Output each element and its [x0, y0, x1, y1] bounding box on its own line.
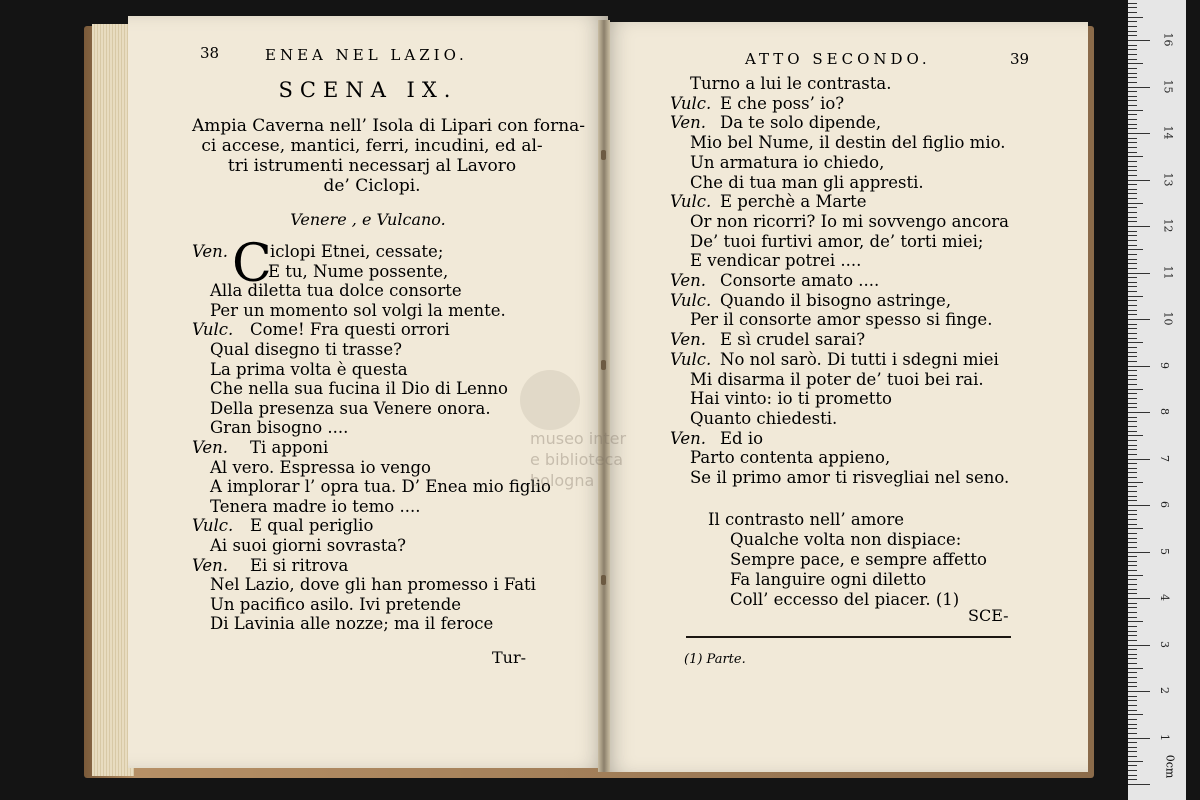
ruler-tick — [1128, 705, 1137, 706]
ruler-tick — [1128, 286, 1137, 287]
ruler-tick — [1128, 259, 1137, 260]
ruler-tick — [1128, 700, 1137, 701]
ruler-tick — [1128, 133, 1150, 134]
ruler-tick — [1128, 770, 1137, 771]
ruler-tick — [1128, 17, 1143, 18]
verse-line: Che nella sua fucina il Dio di Lenno — [210, 379, 508, 399]
ruler-tick — [1128, 328, 1137, 329]
ruler-tick — [1128, 579, 1137, 580]
ruler-tick — [1128, 691, 1150, 692]
verse-line: De’ tuoi furtivi amor, de’ torti miei; — [690, 231, 984, 251]
ruler-number: 13 — [1161, 172, 1175, 186]
watermark — [530, 428, 626, 491]
ruler-tick — [1128, 482, 1143, 483]
aria-line: Fa languire ogni diletto — [730, 570, 927, 589]
verse-line: Della presenza sua Venere onora. — [210, 398, 491, 418]
footnote-rule — [686, 636, 1011, 638]
watermark-line: bologna — [530, 471, 595, 490]
ruler-tick — [1128, 440, 1137, 441]
ruler-tick — [1128, 366, 1150, 367]
speaker-label: Ven. — [192, 555, 229, 575]
ruler-tick — [1128, 445, 1137, 446]
right-page-number: 39 — [1010, 50, 1030, 68]
ruler-tick — [1128, 738, 1150, 739]
ruler-tick — [1128, 231, 1137, 232]
ruler-tick — [1128, 617, 1137, 618]
ruler-tick — [1128, 449, 1137, 450]
ruler-tick — [1128, 561, 1137, 562]
ruler-tick — [1128, 82, 1137, 83]
ruler-tick — [1128, 170, 1137, 171]
ruler-tick — [1128, 7, 1137, 8]
verse-line: Or non ricorri? Io mi sovvengo ancora — [690, 211, 1009, 231]
ruler-tick — [1128, 268, 1137, 269]
verse-line: Se il primo amor ti risvegliai nel seno. — [690, 468, 1010, 487]
ruler-tick — [1128, 426, 1137, 427]
ruler-tick — [1128, 198, 1137, 199]
ruler-tick — [1128, 105, 1137, 106]
ruler-tick — [1128, 124, 1137, 125]
ruler-tick — [1128, 240, 1137, 241]
description-line: Ampia Caverna nell’ Isola di Lipari con forna- — [192, 116, 586, 136]
ruler-tick — [1128, 305, 1137, 306]
ruler-tick — [1128, 142, 1137, 143]
ruler-tick — [1128, 338, 1137, 339]
ruler-number: 4 — [1158, 594, 1171, 601]
speaker-label: Vulc. — [192, 320, 234, 340]
ruler-tick — [1128, 221, 1137, 222]
description-line: de’ Ciclopi. — [323, 176, 421, 196]
scene-characters: Venere , e Vulcano. — [290, 210, 446, 229]
ruler-tick — [1128, 68, 1137, 69]
verse-line: Quanto chiedesti. — [690, 408, 838, 428]
ruler-tick — [1128, 119, 1137, 120]
ruler-tick — [1128, 412, 1150, 413]
ruler-number: 1 — [1158, 733, 1171, 741]
left-page-number: 38 — [200, 44, 220, 62]
ruler-tick — [1128, 31, 1137, 32]
ruler-tick — [1128, 584, 1137, 585]
aria-line: Sempre pace, e sempre affetto — [730, 550, 987, 569]
ruler-tick — [1128, 254, 1137, 255]
ruler-tick — [1128, 663, 1137, 664]
ruler-tick — [1128, 207, 1137, 208]
verse-line: Come! Fra questi orrori — [250, 320, 450, 340]
speaker-label: Ven. — [192, 242, 229, 261]
verse-line: Che di tua man gli appresti. — [690, 172, 924, 192]
ruler-tick — [1128, 226, 1150, 227]
ruler-tick — [1128, 91, 1137, 92]
ruler-tick — [1128, 77, 1137, 78]
ruler-tick — [1128, 640, 1137, 641]
ruler-tick — [1128, 751, 1137, 752]
ruler-tick — [1128, 668, 1143, 669]
verse-line: La prima volta è questa — [210, 359, 408, 379]
aria-line: Coll’ eccesso del piacer. (1) — [730, 590, 960, 609]
ruler-tick — [1128, 40, 1150, 41]
ruler-number: 15 — [1161, 79, 1175, 93]
verse-line: Mi disarma il poter de’ tuoi bei rai. — [690, 369, 984, 389]
ruler-tick — [1128, 403, 1137, 404]
ruler-tick — [1128, 528, 1143, 529]
ruler-tick — [1128, 598, 1150, 599]
ruler-tick — [1128, 435, 1143, 436]
ruler-number: 5 — [1158, 547, 1171, 555]
ruler-tick — [1128, 100, 1137, 101]
ruler-tick — [1128, 775, 1137, 776]
ruler-tick — [1128, 524, 1137, 525]
ruler-tick — [1128, 152, 1137, 153]
ruler-tick — [1128, 733, 1137, 734]
ruler-tick — [1128, 245, 1137, 246]
verse-line: Consorte amato .... — [720, 271, 880, 290]
ruler-tick — [1128, 352, 1137, 353]
ruler-unit-label: 0cm — [1163, 754, 1177, 779]
ruler-tick — [1128, 217, 1137, 218]
ruler-tick — [1128, 282, 1137, 283]
aria-line: Il contrasto nell’ amore — [708, 510, 904, 529]
verse-line: Mio bel Nume, il destin del figlio mio. — [690, 133, 1006, 153]
ruler-number: 6 — [1158, 501, 1171, 508]
verse-line: iclopi Etnei, cessate; — [270, 242, 444, 261]
ruler-tick — [1128, 235, 1137, 236]
ruler-tick — [1128, 189, 1137, 190]
ruler-tick — [1128, 542, 1137, 543]
verse-line: Hai vinto: io ti prometto — [690, 389, 892, 409]
watermark-line: museo inter — [530, 429, 627, 448]
speaker-label: Vulc. — [670, 290, 712, 310]
verse-line: Qual disegno ti trasse? — [210, 340, 403, 359]
ruler-tick — [1128, 73, 1137, 74]
ruler-tick — [1128, 59, 1137, 60]
ruler-tick — [1128, 49, 1137, 50]
ruler-tick — [1128, 263, 1137, 264]
verse-line: Ti apponi — [250, 438, 329, 457]
ruler-tick — [1128, 612, 1137, 613]
speaker-label: Ven. — [670, 330, 707, 350]
scene-title: SCENA IX. — [278, 78, 458, 102]
ruler-tick — [1128, 361, 1137, 362]
ruler-tick — [1128, 277, 1137, 278]
ruler-tick — [1128, 686, 1137, 687]
ruler-tick — [1128, 510, 1137, 511]
verse-line: Di Lavinia alle nozze; ma il feroce — [210, 614, 494, 634]
ruler-tick — [1128, 203, 1143, 204]
ruler-tick — [1128, 570, 1137, 571]
ruler-tick — [1128, 505, 1150, 506]
ruler-number: 7 — [1158, 454, 1171, 462]
ruler-number: 14 — [1161, 125, 1175, 140]
verse-line: Ai suoi giorni sovrasta? — [210, 536, 407, 555]
ruler-tick — [1128, 291, 1137, 292]
verse-line: Gran bisogno .... — [210, 418, 349, 438]
ruler-tick — [1128, 463, 1137, 464]
verse-line: E perchè a Marte — [720, 192, 867, 212]
ruler-tick — [1128, 710, 1137, 711]
speaker-label: Ven. — [670, 113, 707, 133]
ruler-tick — [1128, 645, 1150, 646]
speaker-label: Vulc. — [192, 516, 234, 536]
ruler-tick — [1128, 491, 1137, 492]
ruler-tick — [1128, 682, 1137, 683]
ruler-tick — [1128, 273, 1150, 274]
ruler-tick — [1128, 87, 1150, 88]
ruler-tick — [1128, 547, 1137, 548]
ruler-tick — [1128, 603, 1137, 604]
ruler-tick — [1128, 161, 1137, 162]
verse-line: Al vero. Espressa io vengo — [210, 457, 431, 477]
left-running-head: ENEA NEL LAZIO. — [265, 46, 468, 64]
verse-line: Tenera madre io temo .... — [210, 496, 421, 516]
ruler-number: 10 — [1161, 311, 1175, 326]
ruler-tick — [1128, 180, 1150, 181]
ruler-tick — [1128, 319, 1150, 320]
ruler-tick — [1128, 128, 1137, 129]
speaker-label: Vulc. — [670, 349, 712, 369]
ruler-tick — [1128, 166, 1137, 167]
ruler-tick — [1128, 538, 1137, 539]
verse-line: Nel Lazio, dove gli han promesso i Fati — [210, 575, 536, 595]
ruler-tick — [1128, 589, 1137, 590]
footnote: (1) Parte. — [684, 652, 746, 667]
verse-line: Per un momento sol volgi la mente. — [210, 300, 506, 320]
ruler-tick — [1128, 175, 1137, 176]
library-stamp — [520, 370, 580, 430]
description-line: ci accese, mantici, ferri, incudini, ed al- — [201, 136, 543, 156]
verse-line: Ed io — [720, 428, 764, 448]
verse-line: Turno a lui le contrasta. — [690, 74, 892, 93]
description-line: tri istrumenti necessarj al Lavoro — [227, 156, 517, 176]
ruler-tick — [1128, 324, 1137, 325]
ruler-tick — [1128, 519, 1137, 520]
verse-line: Quando il bisogno astringe, — [720, 290, 952, 310]
ruler-tick — [1128, 398, 1137, 399]
ruler-tick — [1128, 761, 1143, 762]
ruler-tick — [1128, 389, 1143, 390]
ruler-tick — [1128, 156, 1143, 157]
verse-line: Un pacifico asilo. Ivi pretende — [210, 594, 462, 614]
verse-line: Da te solo dipende, — [720, 113, 882, 133]
verse-line: No nol sarò. Di tutti i sdegni miei — [720, 349, 999, 369]
ruler-tick — [1128, 696, 1137, 697]
ruler-tick — [1128, 556, 1137, 557]
watermark-line: e biblioteca — [530, 450, 624, 469]
measuring-ruler — [1128, 0, 1186, 800]
ruler-tick — [1128, 375, 1137, 376]
aria-line: Qualche volta non dispiace: — [730, 530, 962, 549]
ruler-tick — [1128, 672, 1137, 673]
ruler-tick — [1128, 514, 1137, 515]
ruler-tick — [1128, 96, 1137, 97]
speaker-label: Ven. — [670, 271, 707, 290]
ruler-tick — [1128, 393, 1137, 394]
ruler-number: 9 — [1158, 361, 1171, 369]
ruler-tick — [1128, 533, 1137, 534]
ruler-tick — [1128, 742, 1137, 743]
ruler-tick — [1128, 63, 1143, 64]
ruler-tick — [1128, 472, 1137, 473]
ruler-tick — [1128, 593, 1137, 594]
ruler-number: 16 — [1161, 32, 1175, 47]
ruler-number: 2 — [1158, 687, 1171, 694]
ruler-tick — [1128, 212, 1137, 213]
ruler-tick — [1128, 356, 1137, 357]
ruler-tick — [1128, 300, 1137, 301]
verse-line: A implorar l’ opra tua. D’ Enea mio figlio — [210, 477, 551, 497]
ruler-tick — [1128, 654, 1137, 655]
verse-line: Ei si ritrova — [250, 555, 349, 575]
ruler-tick — [1128, 370, 1137, 371]
verse-line: E qual periglio — [250, 516, 374, 536]
verse-line: Parto contenta appieno, — [690, 448, 891, 468]
ruler-tick — [1128, 635, 1137, 636]
verse-line: Un armatura io chiedo, — [690, 152, 885, 172]
speaker-label: Vulc. — [670, 93, 712, 113]
ruler-tick — [1128, 454, 1137, 455]
ruler-tick — [1128, 621, 1143, 622]
ruler-tick — [1128, 649, 1137, 650]
book-gutter — [598, 20, 610, 772]
ruler-tick — [1128, 45, 1137, 46]
ruler-tick — [1128, 193, 1137, 194]
ruler-tick — [1128, 407, 1137, 408]
ruler-tick — [1128, 249, 1143, 250]
ruler-number: 3 — [1158, 640, 1171, 648]
ruler-tick — [1128, 747, 1137, 748]
ruler-tick — [1128, 184, 1137, 185]
ruler-tick — [1128, 21, 1137, 22]
ruler-tick — [1128, 575, 1143, 576]
ruler-tick — [1128, 784, 1150, 785]
ruler-tick — [1128, 384, 1137, 385]
ruler-tick — [1128, 114, 1137, 115]
ruler-tick — [1128, 500, 1137, 501]
ruler-tick — [1128, 552, 1150, 553]
ruler-number: 11 — [1161, 265, 1175, 279]
verse-line: E sì crudel sarai? — [720, 330, 866, 350]
ruler-tick — [1128, 626, 1137, 627]
ruler-tick — [1128, 421, 1137, 422]
speaker-label: Ven. — [192, 438, 229, 457]
ruler-tick — [1128, 379, 1137, 380]
ruler-tick — [1128, 147, 1137, 148]
verse-line: E che poss’ io? — [720, 93, 845, 113]
ruler-tick — [1128, 417, 1137, 418]
ruler-tick — [1128, 110, 1143, 111]
ruler-tick — [1128, 296, 1143, 297]
ruler-tick — [1128, 138, 1137, 139]
ruler-tick — [1128, 719, 1137, 720]
left-catchword: Tur- — [492, 648, 527, 667]
scene-description — [192, 116, 586, 196]
ruler-tick — [1128, 756, 1137, 757]
verse-line: Per il consorte amor spesso si finge. — [690, 310, 993, 330]
speaker-label: Vulc. — [670, 192, 712, 212]
ruler-number: 12 — [1161, 218, 1175, 233]
ruler-tick — [1128, 714, 1143, 715]
binding-stitch — [601, 360, 606, 370]
ruler-tick — [1128, 333, 1137, 334]
ruler-tick — [1128, 765, 1137, 766]
speaker-label: Ven. — [670, 428, 707, 448]
right-running-head: ATTO SECONDO. — [745, 50, 931, 68]
ruler-tick — [1128, 431, 1137, 432]
drop-cap: C — [232, 234, 272, 294]
ruler-tick — [1128, 12, 1137, 13]
ruler-tick — [1128, 35, 1137, 36]
ruler-tick — [1128, 347, 1137, 348]
verse-line: E tu, Nume possente, — [268, 261, 449, 281]
ruler-number: 8 — [1158, 408, 1171, 415]
ruler-tick — [1128, 607, 1137, 608]
ruler-tick — [1128, 496, 1137, 497]
ruler-tick — [1128, 54, 1137, 55]
ruler-tick — [1128, 3, 1137, 4]
ruler-tick — [1128, 486, 1137, 487]
ruler-tick — [1128, 724, 1137, 725]
ruler-tick — [1128, 310, 1137, 311]
ruler-tick — [1128, 677, 1137, 678]
ruler-tick — [1128, 342, 1143, 343]
ruler-tick — [1128, 565, 1137, 566]
right-catchword: SCE- — [968, 606, 1009, 625]
ruler-tick — [1128, 314, 1137, 315]
ruler-tick — [1128, 459, 1150, 460]
verse-line: Alla diletta tua dolce consorte — [210, 281, 462, 301]
verse-line: E vendicar potrei .... — [690, 251, 862, 271]
ruler-tick — [1128, 468, 1137, 469]
ruler-tick — [1128, 477, 1137, 478]
ruler-tick — [1128, 658, 1137, 659]
ruler-tick — [1128, 631, 1137, 632]
ruler-tick — [1128, 26, 1137, 27]
ruler-tick — [1128, 779, 1137, 780]
ruler-tick — [1128, 728, 1137, 729]
binding-stitch — [601, 575, 606, 585]
binding-stitch — [601, 150, 606, 160]
